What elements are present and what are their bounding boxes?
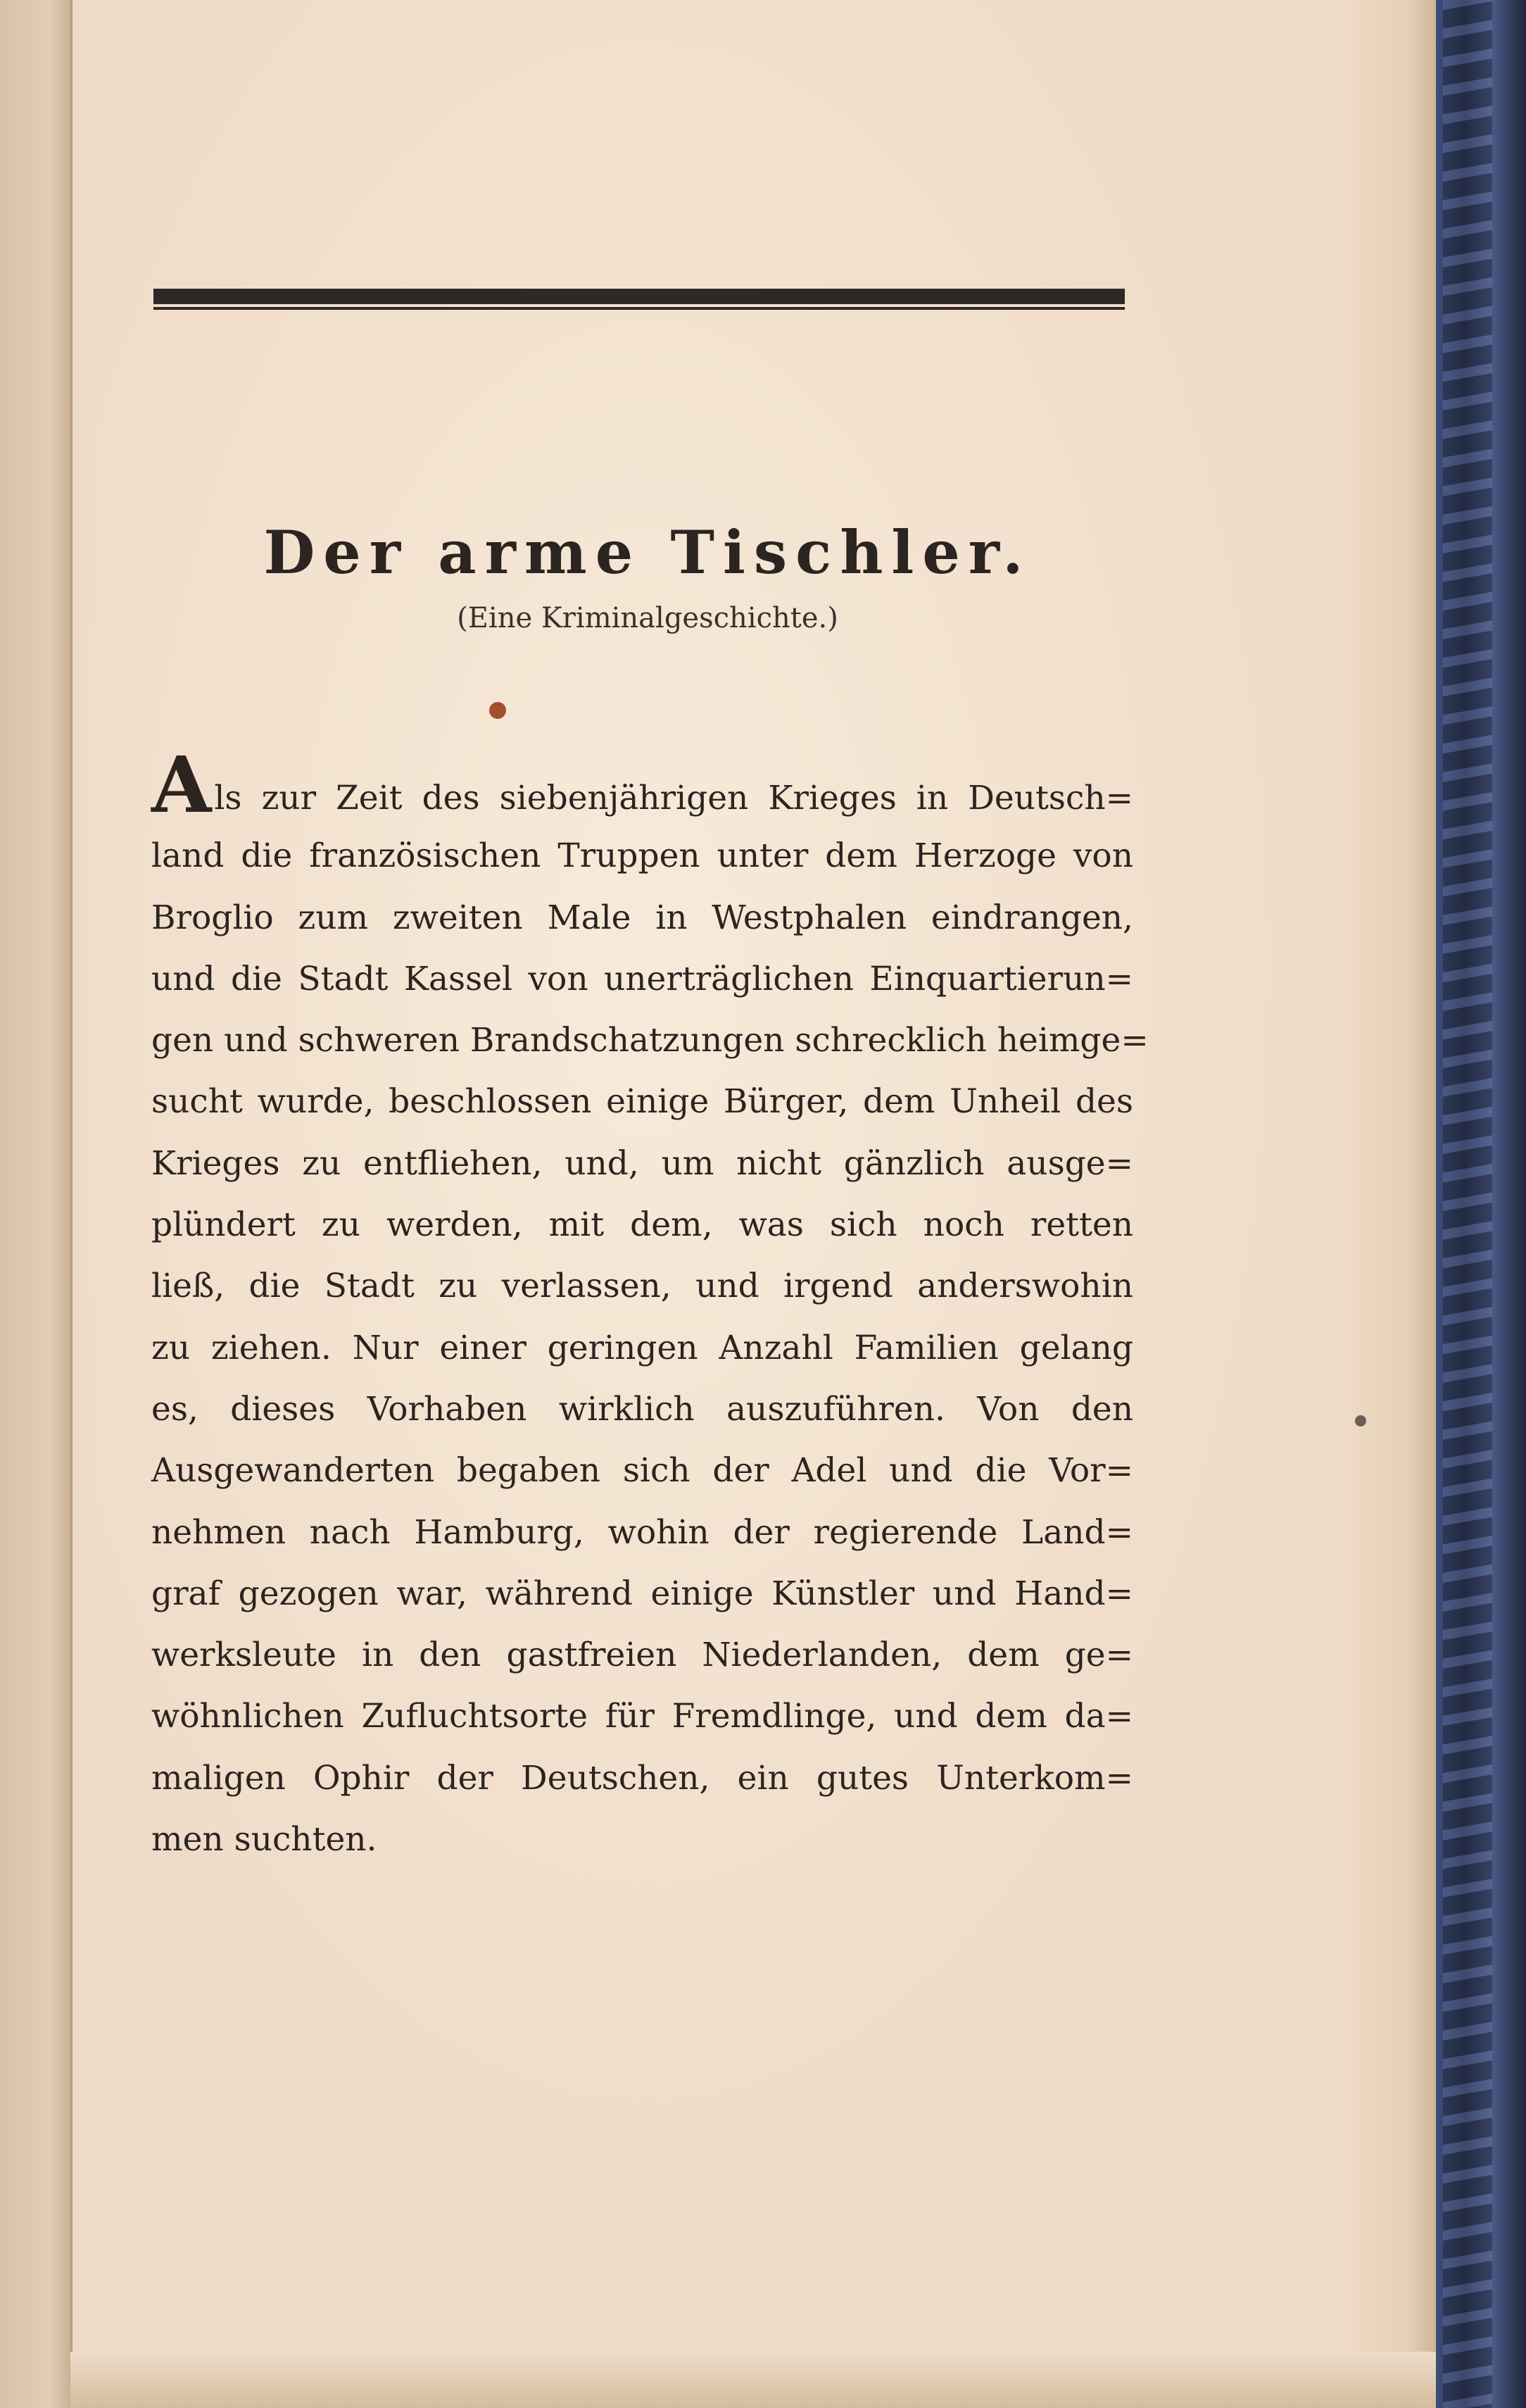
text-line: zu ziehen. Nur einer geringen Anzahl Familien gelang bbox=[151, 1328, 1133, 1367]
adjacent-page-edge bbox=[0, 0, 72, 2408]
text-line: men suchten. bbox=[151, 1820, 377, 1860]
ink-smudge bbox=[1355, 1415, 1366, 1426]
text-line: maligen Ophir der Deutschen, ein gutes Unterkom= bbox=[151, 1758, 1133, 1798]
text-line: es, dieses Vorhaben wirklich auszuführen. Von den bbox=[151, 1389, 1133, 1429]
text-line: land die französischen Truppen unter dem Herzoge von bbox=[151, 836, 1133, 876]
text-line: und die Stadt Kassel von unerträglichen Einquartierun= bbox=[151, 959, 1133, 998]
ornament-dot bbox=[489, 702, 506, 719]
chapter-subtitle: (Eine Kriminalgeschichte.) bbox=[457, 602, 838, 634]
text-line: Krieges zu entfliehen, und, um nicht gänzlich ausge= bbox=[151, 1143, 1133, 1183]
text-line: nehmen nach Hamburg, wohin der regierende Land= bbox=[151, 1512, 1133, 1552]
text-line: wöhnlichen Zufluchtsorte für Fremdlinge, und dem da= bbox=[151, 1697, 1133, 1736]
text-line: werksleute in den gastfreien Niederlanden, dem ge= bbox=[151, 1636, 1133, 1675]
body-paragraph bbox=[151, 739, 1149, 1870]
text-line-content: ls zur Zeit des siebenjährigen Krieges in Deutsch= bbox=[214, 779, 1133, 817]
page-bottom-shadow bbox=[70, 2352, 1436, 2408]
text-line: Broglio zum zweiten Male in Westphalen eindrangen, bbox=[151, 898, 1133, 937]
header-rule bbox=[153, 289, 1125, 304]
text-line bbox=[151, 739, 1133, 830]
text-line: gen und schweren Brandschatzungen schrecklich heimge= bbox=[151, 1021, 1149, 1060]
text-line: Ausgewanderten begaben sich der Adel und die Vor= bbox=[151, 1451, 1133, 1491]
text-line: plündert zu werden, mit dem, was sich noch retten bbox=[151, 1205, 1133, 1245]
text-line: ließ, die Stadt zu verlassen, und irgend anderswohin bbox=[151, 1267, 1133, 1306]
text-line: sucht wurde, beschlossen einige Bürger, dem Unheil des bbox=[151, 1082, 1133, 1122]
drop-cap: A bbox=[151, 739, 212, 830]
chapter-title: Der arme Tischler. bbox=[263, 518, 1032, 587]
text-line: graf gezogen war, während einige Künstler und Hand= bbox=[151, 1574, 1133, 1613]
